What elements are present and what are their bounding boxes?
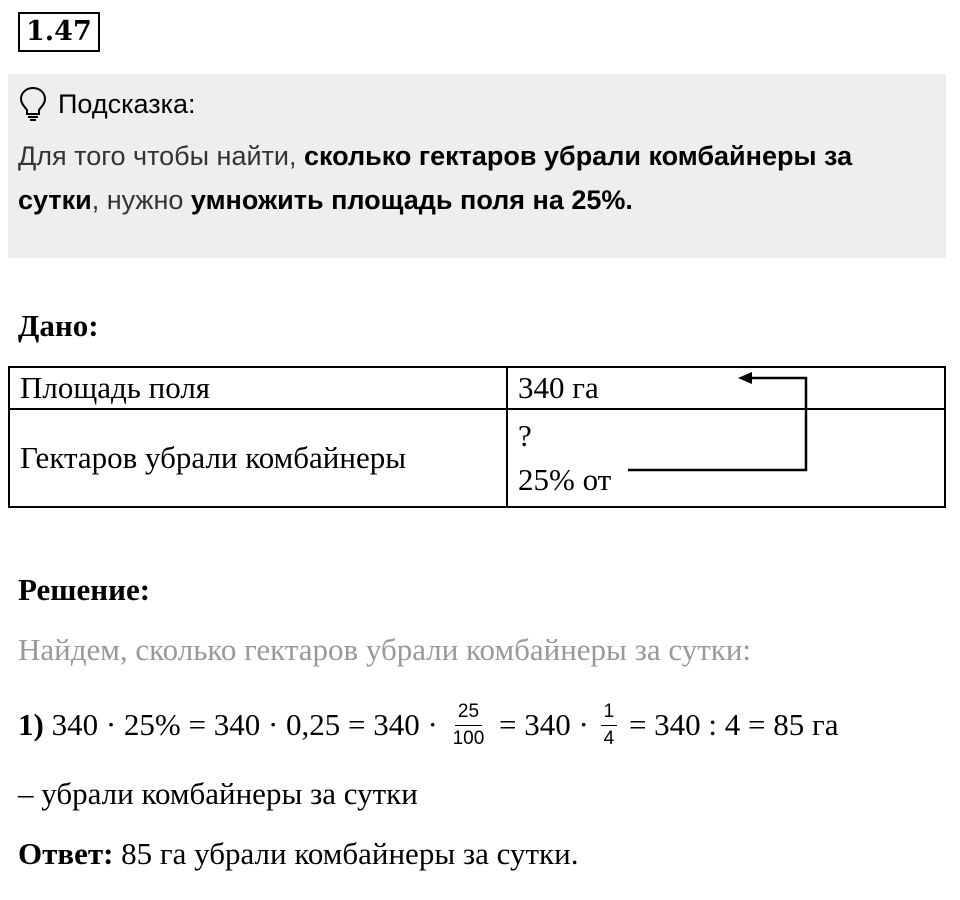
harvested-label: Гектаров убрали комбайнеры bbox=[9, 409, 507, 507]
given-label: Дано: bbox=[18, 308, 99, 343]
fraction-1-4 bbox=[601, 702, 618, 749]
step-part3: = 340 : 4 = 85 га bbox=[621, 707, 839, 742]
hint-title bbox=[18, 86, 196, 122]
hint-part2: , нужно bbox=[91, 185, 191, 215]
harvested-unknown: ? bbox=[518, 418, 532, 453]
hint-bold2: умножить площадь поля на 25%. bbox=[190, 185, 633, 215]
hint-bold1: сколько гектаров убрали комбайнеры за сутки bbox=[18, 141, 853, 215]
fraction-denominator: 100 bbox=[452, 727, 485, 749]
fraction-25-100 bbox=[450, 702, 488, 749]
lightbulb-icon bbox=[18, 86, 48, 122]
table-row bbox=[9, 367, 945, 409]
solution-intro: Найдем, сколько гектаров убрали комбайнеры за сутки: bbox=[18, 632, 752, 667]
step-part2: = 340 · bbox=[491, 707, 597, 742]
hint-text bbox=[18, 134, 938, 222]
fraction-denominator: 4 bbox=[603, 727, 615, 749]
table-row bbox=[9, 409, 945, 507]
harvested-value bbox=[507, 409, 945, 507]
solution-step bbox=[18, 692, 839, 758]
hint-box bbox=[8, 74, 946, 258]
hint-part1: Для того чтобы найти, bbox=[18, 141, 304, 171]
answer-label: Ответ: bbox=[18, 836, 114, 871]
hint-title-text: Подсказка: bbox=[58, 88, 196, 119]
harvested-percent: 25% от bbox=[518, 462, 612, 497]
step-part1: 340 · 25% = 340 · 0,25 = 340 · bbox=[43, 707, 446, 742]
fraction-numerator: 25 bbox=[455, 702, 482, 726]
step-result: – убрали комбайнеры за сутки bbox=[18, 776, 418, 811]
step-number: 1) bbox=[18, 707, 44, 742]
problem-number: 1.47 bbox=[18, 12, 100, 52]
field-area-label: Площадь поля bbox=[9, 367, 507, 409]
answer-text: 85 га убрали комбайнеры за сутки. bbox=[113, 836, 579, 871]
given-table bbox=[8, 366, 946, 508]
solution-label: Решение: bbox=[18, 572, 151, 607]
fraction-numerator: 1 bbox=[601, 702, 618, 726]
answer bbox=[18, 836, 578, 872]
field-area-value: 340 га bbox=[507, 367, 945, 409]
